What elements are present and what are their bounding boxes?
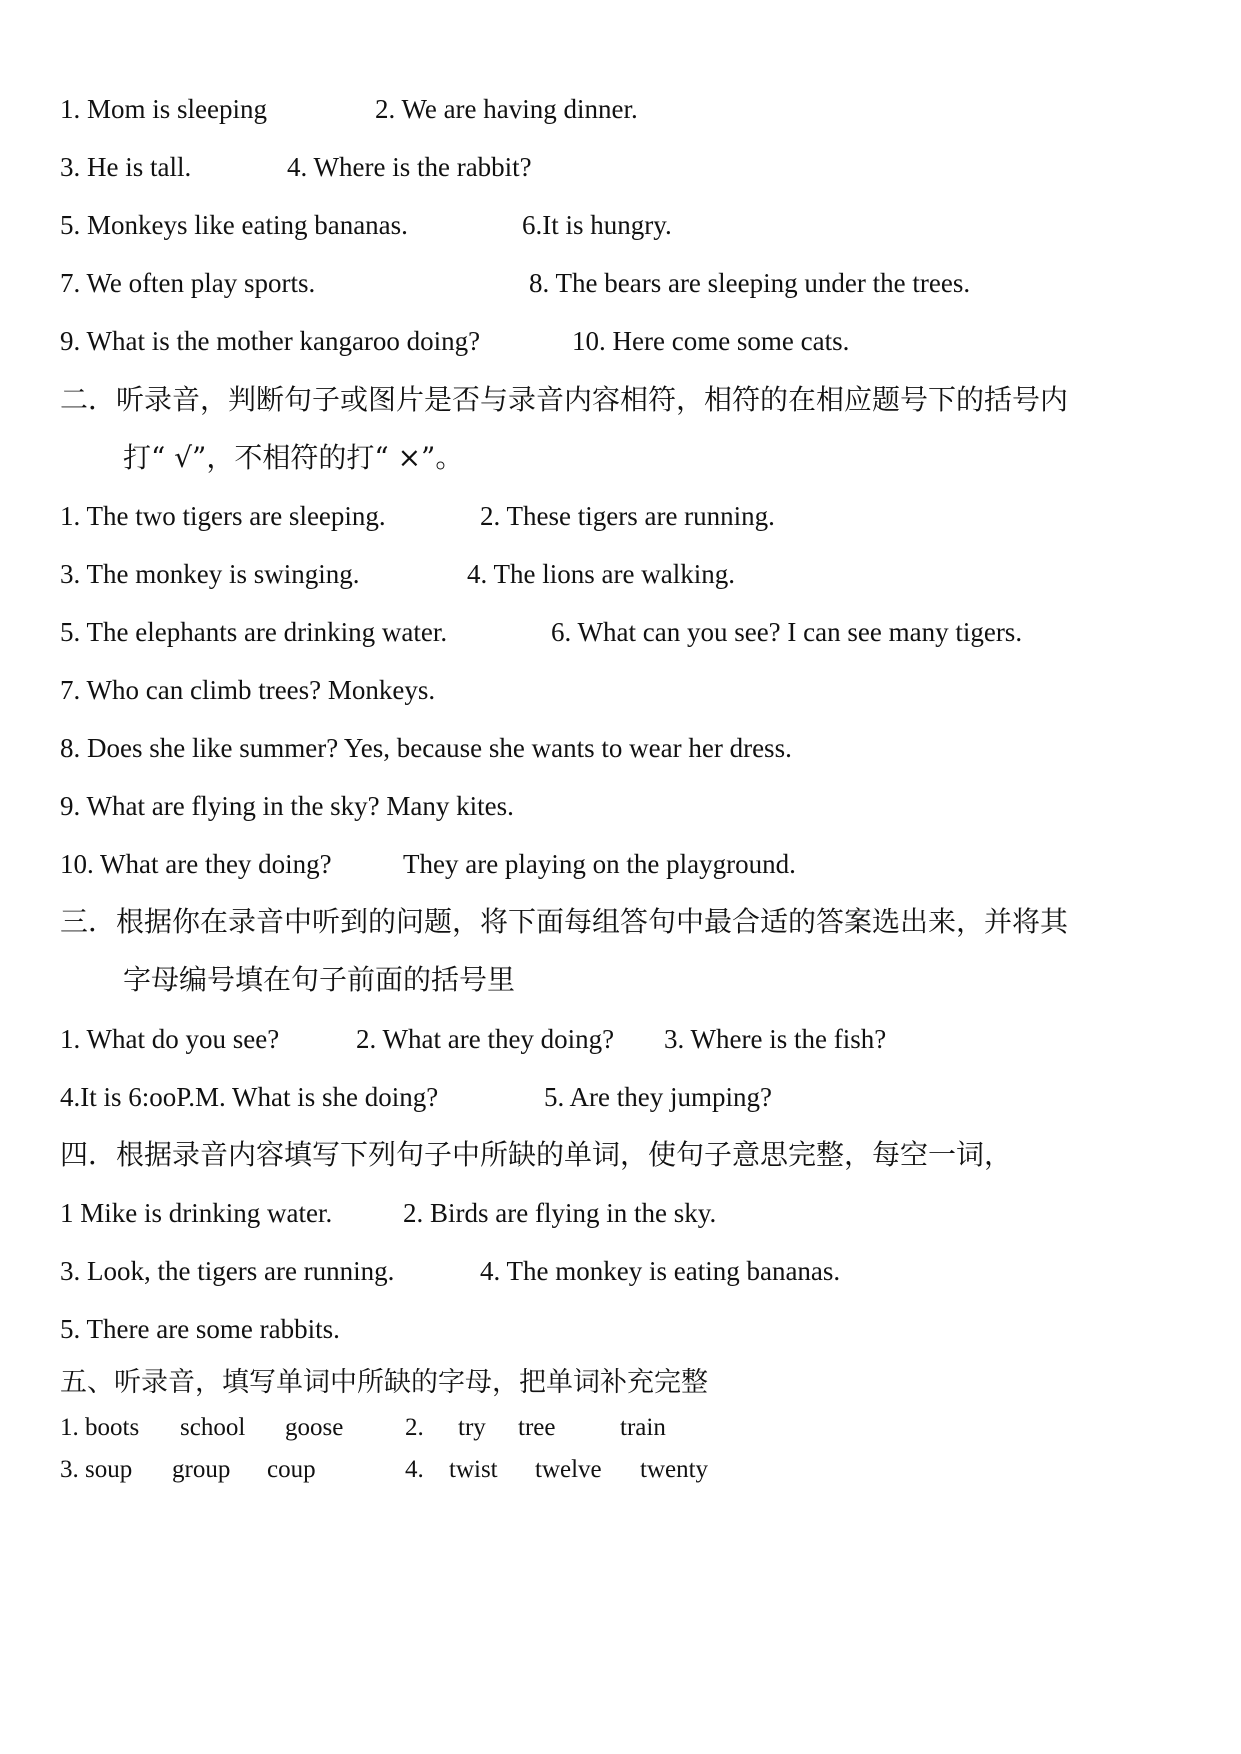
s5-word: tree [518,1414,556,1441]
s1-item: 3. He is tall. [60,152,192,182]
section-3-heading: 三．根据你在录音中听到的问题，将下面每组答句中最合适的答案选出来，并将其 [60,905,1069,938]
s5-word: group [172,1456,231,1483]
s5-word: 3. soup [60,1456,133,1483]
s2-item: 10. What are they doing? [60,849,332,879]
section-3-heading-cont: 字母编号填在句子前面的括号里 [123,963,516,996]
s5-word: school [180,1414,246,1441]
s4-item: 1 Mike is drinking water. [60,1198,333,1228]
s3-item: 1. What do you see? [60,1024,280,1054]
s4-item: 2. Birds are flying in the sky. [403,1198,717,1228]
s5-word: twenty [640,1456,709,1483]
s5-word: train [620,1414,666,1441]
s5-word: try [458,1414,486,1441]
s1-item: 6.It is hungry. [522,210,672,240]
s2-item: 3. The monkey is swinging. [60,559,360,589]
s5-word: 1. boots [60,1414,140,1441]
s4-item: 3. Look, the tigers are running. [60,1256,395,1286]
s2-item: They are playing on the playground. [403,849,796,879]
s2-item: 4. The lions are walking. [467,559,735,589]
section-2-heading: 二．听录音，判断句子或图片是否与录音内容相符，相符的在相应题号下的括号内 [60,383,1069,416]
section-2-heading-cont: 打“ √”，不相符的打“ ×”。 [123,441,464,474]
s3-item: 2. What are they doing? [356,1024,615,1054]
s5-word: goose [285,1414,344,1441]
s5-word: coup [267,1456,316,1483]
s3-item: 4.It is 6:ooP.M. What is she doing? [60,1082,439,1112]
section-5-heading: 五、听录音，填写单词中所缺的字母，把单词补充完整 [60,1367,708,1398]
s4-item: 5. There are some rabbits. [60,1314,340,1344]
s2-item: 2. These tigers are running. [480,501,775,531]
s1-item: 5. Monkeys like eating bananas. [60,210,408,240]
s3-item: 5. Are they jumping? [544,1082,772,1112]
s1-item: 10. Here come some cats. [572,326,850,356]
s1-item: 1. Mom is sleeping [60,94,267,124]
s1-item: 4. Where is the rabbit? [287,152,532,182]
s2-item: 1. The two tigers are sleeping. [60,501,386,531]
s2-item: 9. What are flying in the sky? Many kites. [60,791,514,821]
s1-item: 2. We are having dinner. [375,94,638,124]
s5-word: twelve [535,1456,602,1483]
s5-word: twist [449,1456,498,1483]
s1-item: 7. We often play sports. [60,268,316,298]
s2-item: 5. The elephants are drinking water. [60,617,448,647]
s2-item: 7. Who can climb trees? Monkeys. [60,675,436,705]
s1-item: 8. The bears are sleeping under the trees. [529,268,971,298]
s5-word: 4. [405,1456,424,1483]
section-4-heading: 四．根据录音内容填写下列句子中所缺的单词，使句子意思完整，每空一词， [60,1138,1013,1171]
s2-item: 8. Does she like summer? Yes, because she wants to wear her dress. [60,733,792,763]
s4-item: 4. The monkey is eating bananas. [480,1256,841,1286]
s3-item: 3. Where is the fish? [664,1024,887,1054]
s2-item: 6. What can you see? I can see many tigers. [551,617,1023,647]
s5-word: 2. [405,1414,424,1441]
s1-item: 9. What is the mother kangaroo doing? [60,326,481,356]
